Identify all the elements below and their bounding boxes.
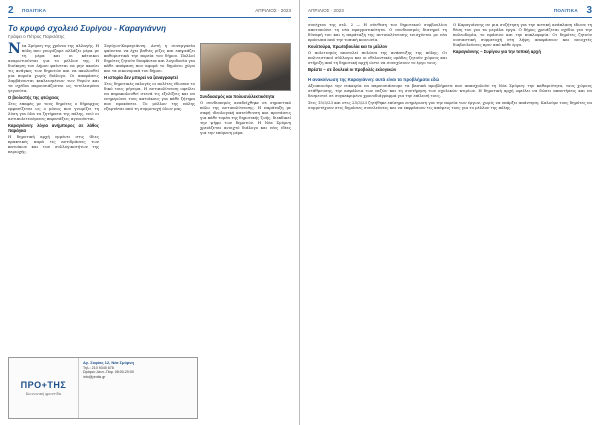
ad-info <box>79 358 197 418</box>
column-2 <box>453 22 592 73</box>
page-number: 3 <box>586 5 592 16</box>
paragraph: Ο πολιτισμός αποτελεί πυλώνα της ανάπτυξης της πόλης. Οι πολιτιστικοί σύλλογοι και οι εθελοντικές ομάδες ζητούν χώρους και στήριξη από τη δημοτική αρχή ώστε να συνεχίσουν το έργο τους. <box>308 50 447 65</box>
paragraph: συνέχεια της σελ. 2 — Η σύνθεση του δημοτικού συμβουλίου αποτυπώνει τη νέα πραγματικότητα. Ο συνδυασμός διατηρεί τη δύναμή του και η παράταξη της αντιπολίτευσης ενισχύεται με νέα πρόσωπα από την τοπική κοινωνία. <box>308 22 447 42</box>
paragraph: Στις 15/3/23 και στις 25/3/23 ζητήθηκε επίσημα ενημέρωση για την πορεία των έργων, χωρίς να υπάρξει απάντηση. Καλούμε τους δημότες να συμμετέχουν στις δημόσιες συνελεύσεις και να εκφράσουν τις απόψεις τους για το μέλλον της πόλης. <box>308 100 592 110</box>
column-2 <box>104 43 195 156</box>
section-label: ΠΟΛΙΤΙΚΑ <box>553 8 578 13</box>
article-columns <box>308 22 592 73</box>
paragraph: Νέα Σμύρνη της χρόνια της αλλαγής. Η πόλη που γνωρίζαμε αλλάζει μέρα με τη μέρα και οι κάτοικοι αναρωτιούνται για το μέλλον της. Η διοίκηση του Δήμου φαίνεται να μην ακούει τις ανάγκες των δημοτών και να ακολουθεί μια πορεία χωρίς διάλογο. Οι αποφάσεις λαμβάνονται κεκλεισμένων των θυρών και τα σχέδια παρουσιάζονται ως τετελεσμένα γεγονότα. <box>8 41 99 93</box>
issue-date: ΑΠΡΙΛΙΟΣ · 2023 <box>255 8 291 13</box>
ad-tagline: Κοινωνική φροντίδα <box>25 392 62 396</box>
column-1 <box>8 43 99 156</box>
paragraph: Συρίγου-Καραγιάννη. Αυτή η συνεργασία φαίνεται να έχει βαθιές ρίζες και επηρεάζει καθοριστικά την πορεία του δήμου. Πολλοί δημότες ζητούν διαφάνεια και λογοδοσία για κάθε απόφαση που αφορά το δημόσιο χώρο και τα οικονομικά του δήμου. <box>104 43 195 73</box>
subheading: Καραγιάννης – Συρίγου για την τοπική αρχή <box>453 49 541 54</box>
subheading: Η ανακοίνωση της Καραγιάννη: αυτά είναι τα προβλήματα εδώ <box>308 77 440 82</box>
wide-article <box>308 77 592 110</box>
paragraph: Η δημοτική αρχή εμμένει στις ίδιες πρακτικές παρά τις αντιδράσεις των κατοίκων και των συλλογικοτήτων της περιοχής. <box>8 134 99 154</box>
article-title: Το κρυφό σχολειό Συρίγου - Καραγιάννη <box>8 24 166 33</box>
paragraph: Στις δημοτικές εκλογές οι πολίτες έδωσαν το δικό τους μήνυμα. Η αντιπολίτευση οφείλει να παρακολουθεί στενά τις εξελίξεις και να ενημερώνει τους κατοίκους για κάθε ζήτημα που προκύπτει. Το μέλλον της πόλης εξαρτάται από τη συμμετοχή όλων μας. <box>104 81 195 111</box>
advertisement <box>8 357 198 419</box>
ad-logo-text: ΠΡΟ+ΤΗΣ <box>20 380 67 390</box>
ad-logo <box>9 358 79 418</box>
paragraph: Στις επαφές με τους δημότες ο δήμαρχος εμφανίζεται ως ο μόνος που γνωρίζει τη λύση για όλα τα ζητήματα της πόλης, ενώ οι αντιπολιτευόμενες παρατάξεις αγνοούνται. <box>8 101 99 121</box>
subheading: Η ιστορία δεν μπορεί να ξαναγραφτεί <box>104 75 178 80</box>
ad-line: Τηλ.: 210 9345 678 <box>83 365 114 370</box>
ad-line: info@protis.gr <box>83 374 106 379</box>
subheading: Ο βιολιστής της φτώχειας <box>8 95 59 100</box>
paragraph: Ο συνδυασμός αναδείχθηκε σε σημαντικό πόλο της αντιπολίτευσης. Η παράταξη με σαφή ιδεολογική κατεύθυνση και προτάσεις για κάθε τομέα της δημοτικής ζωής, διεκδικεί την ψήφο των δημοτών. Η Νέα Σμύρνη χρειάζεται ανοιχτό διάλογο και νέες ιδέες για την επόμενη μέρα. <box>200 100 291 135</box>
paragraph: Αξιοποιούμε την ευκαιρία να παρουσιάσουμε τα βασικά προβλήματα που απασχολούν τη Νέα Σμύρνη: την καθαριότητα, τους χώρους στάθμευσης, την ασφάλεια των πεζών και τη συντήρηση των σχολικών κτιρίων. Η δημοτική αρχή οφείλει να δώσει απαντήσεις και να δεσμευτεί σε συγκεκριμένο χρονοδιάγραμμα για την επίλυσή τους. <box>308 83 592 98</box>
article-byline: Γράφει ο Πέτρος Παρισάτης <box>8 34 65 39</box>
subheading: Καραγιάννη: λόγια ανήμπορος σε λάθος παράγκα <box>8 123 99 133</box>
left-page-header <box>8 4 291 18</box>
section-label: ΠΟΛΙΤΙΚΑ <box>22 8 47 13</box>
article-columns <box>8 43 291 156</box>
column-1 <box>308 22 447 73</box>
subheading: Βρέστε – σε δουλειά οι προβολές εκλογικών <box>308 67 397 72</box>
portrait-photo <box>200 43 291 91</box>
issue-date: ΑΠΡΙΛΙΟΣ · 2023 <box>308 8 344 13</box>
subheading: Συνδυασμός και πολυσυλλεκτικότητα <box>200 94 275 99</box>
right-page <box>300 0 600 425</box>
right-page-header <box>308 4 592 18</box>
paragraph: Ο Καραγιάννης σε μια συζήτηση για την αστική ανάπλαση έδωσε τη θέση του για τα μεγάλα έργα. Ο δήμος χρειάζεται σχέδιο για την πολεοδομία, το πράσινο και την κυκλοφορία. Οι δημότες ζητούν ουσιαστική συμμετοχή στη λήψη αποφάσεων και ανοιχτές διαβουλεύσεις πριν από κάθε έργο. <box>453 22 592 47</box>
subheading: Κουλτούρα, πρωτοβουλία και το μέλλον <box>308 44 388 49</box>
ad-line: Ωράριο: Δευτ.-Παρ. 08:00-20:00 <box>83 370 134 375</box>
column-3 <box>200 43 291 156</box>
drop-cap: Ν <box>8 41 21 57</box>
page-number: 2 <box>8 5 14 16</box>
ad-line: Αγ. Σοφίας 12, Νέα Σμύρνη <box>83 360 134 365</box>
